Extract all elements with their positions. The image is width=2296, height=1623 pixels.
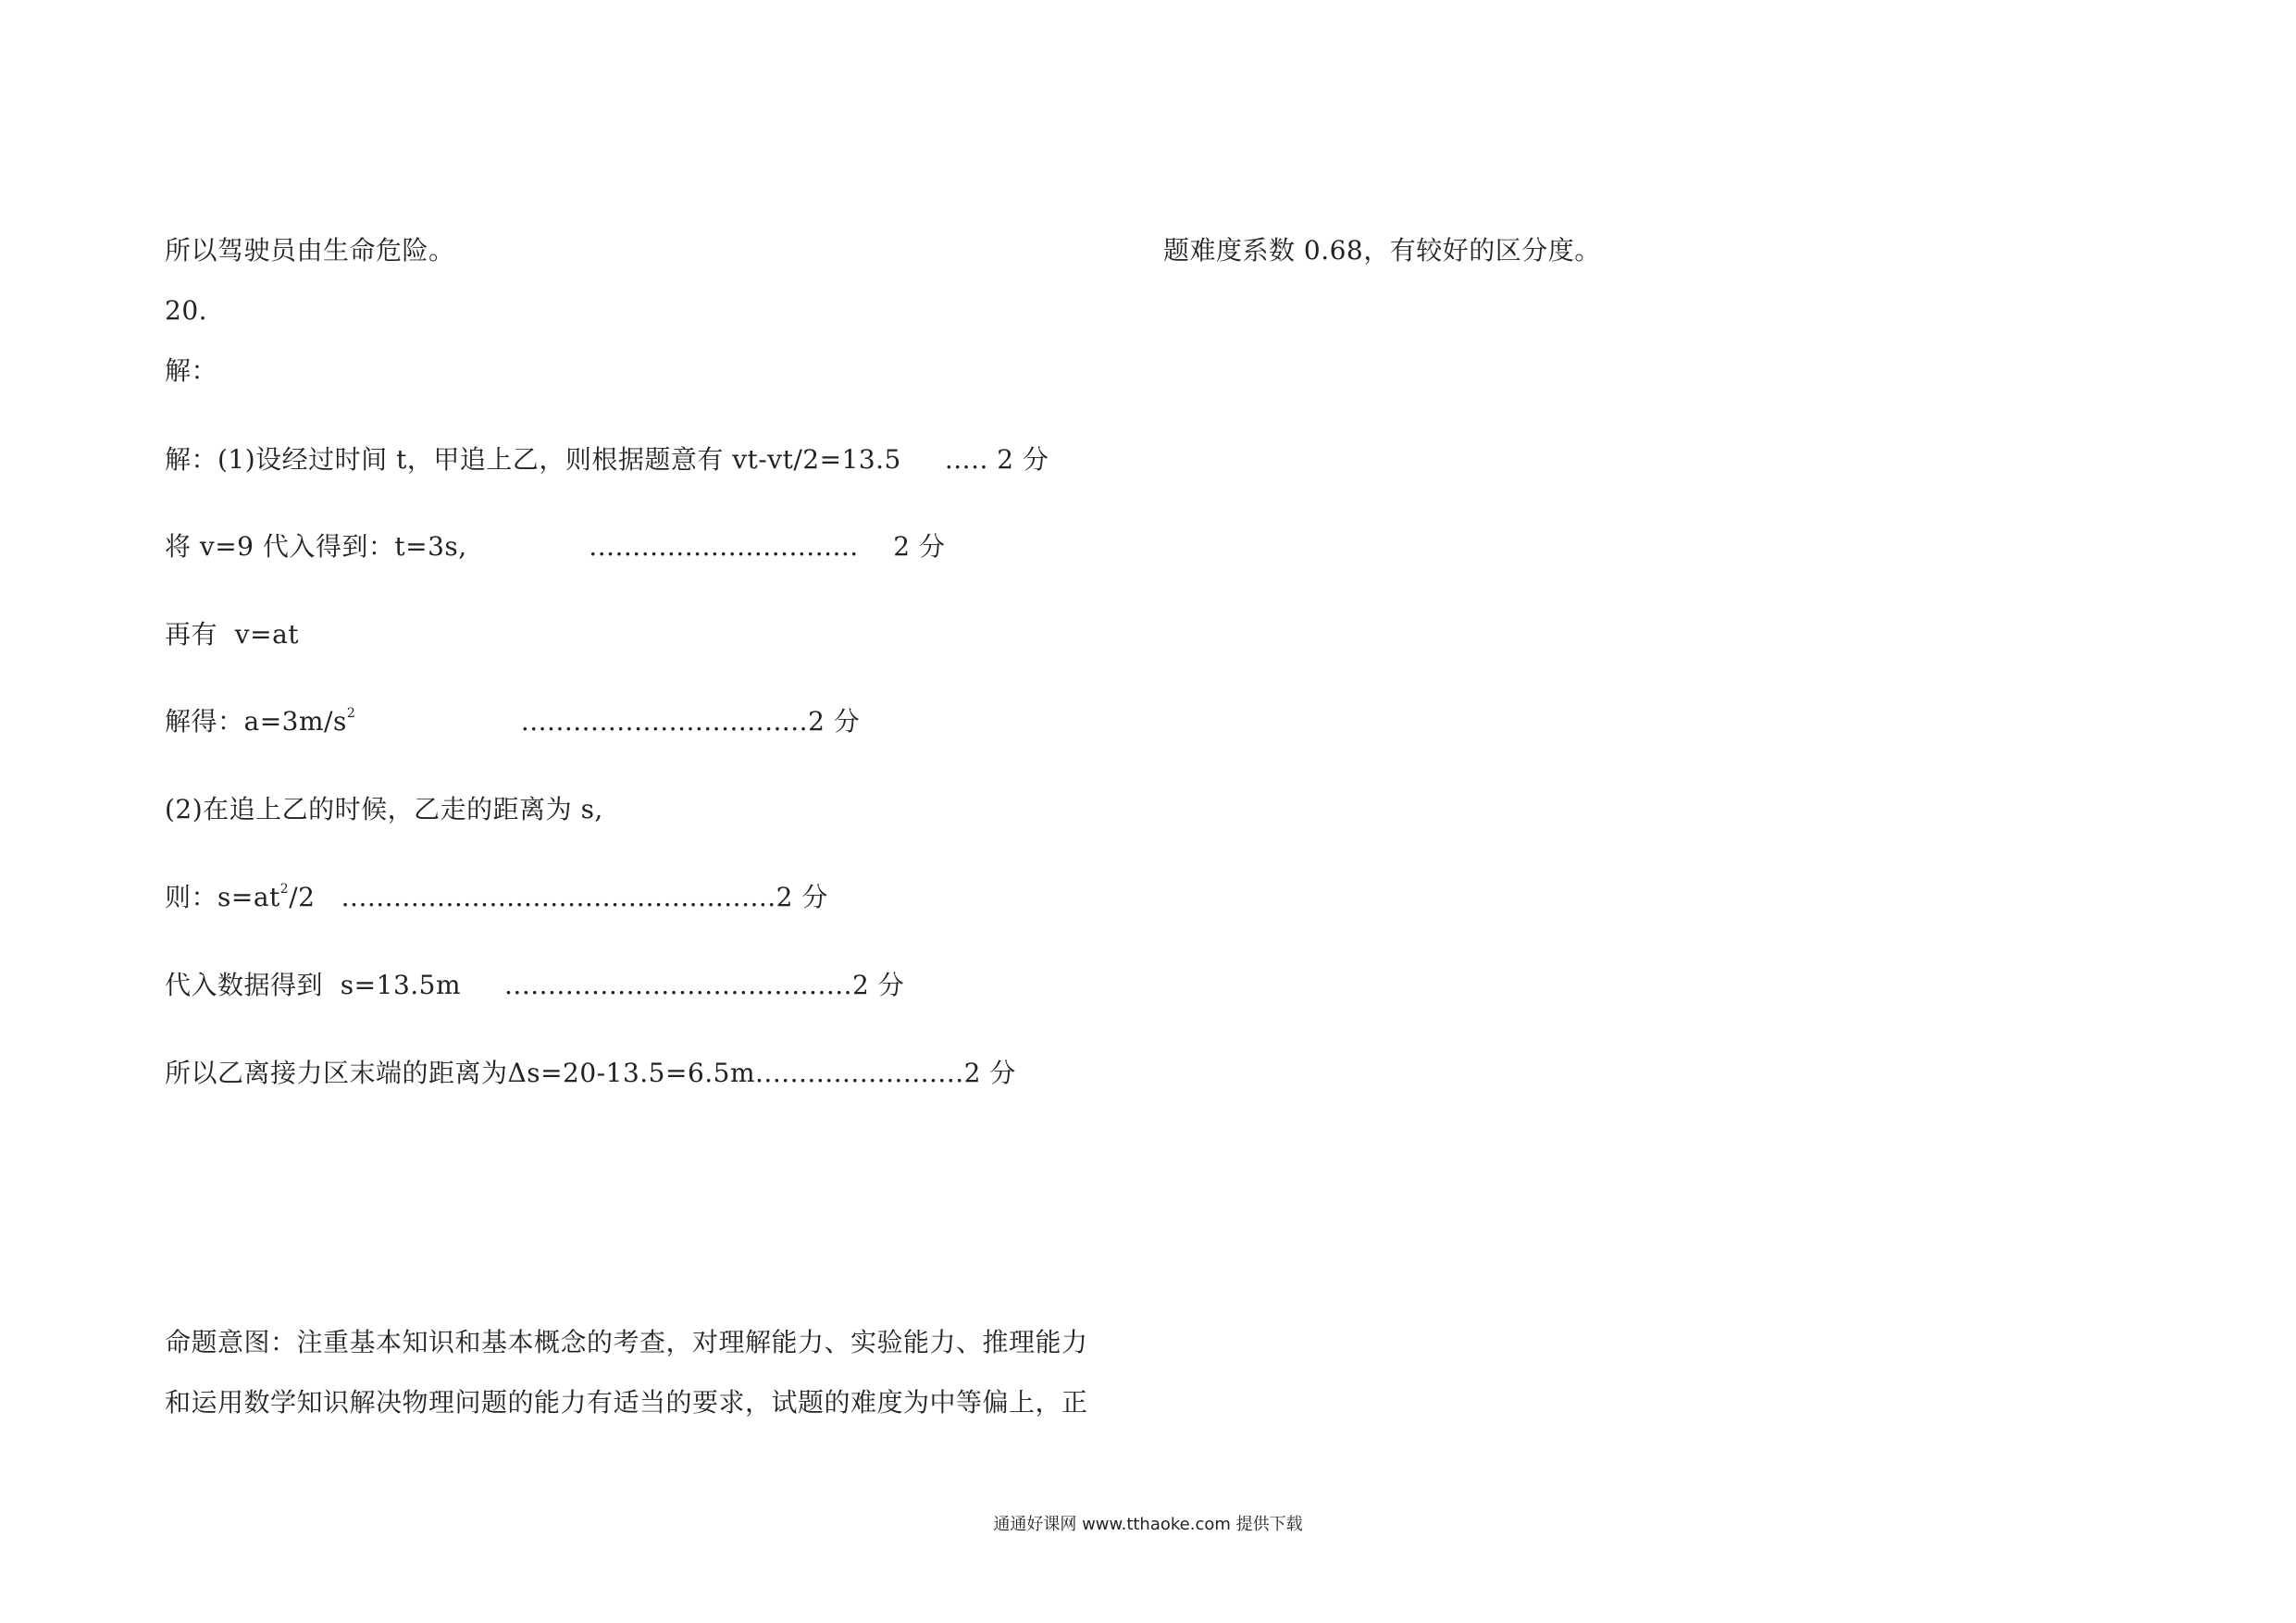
- solution-step-2: 将 v=9 代入得到：t=3s, ............................... 2 分: [165, 531, 946, 562]
- step-4-suffix: .................................2 分: [355, 706, 861, 737]
- solution-label: 解：: [165, 355, 218, 386]
- question-number: 20.: [165, 295, 208, 326]
- step-6-suffix: /2 ..................................................2 分: [289, 882, 828, 912]
- solution-step-8: 所以乙离接力区末端的距离为Δs=20-13.5=6.5m........................2 分: [165, 1058, 1016, 1088]
- intro-text: 所以驾驶员由生命危险。: [165, 235, 455, 266]
- solution-step-6: [165, 881, 828, 914]
- step-4-superscript: 2: [346, 706, 356, 721]
- step-4-prefix: 解得：a=3m/s: [165, 706, 347, 737]
- step-6-prefix: 则：s=at: [165, 882, 280, 912]
- step-6-superscript: 2: [279, 882, 290, 897]
- page-footer: 通通好课网 www.tthaoke.com 提供下载: [993, 1515, 1303, 1534]
- difficulty-line: 题难度系数 0.68，有较好的区分度。: [1163, 235, 1601, 266]
- intent-line-2: 和运用数学知识解决物理问题的能力有适当的要求，试题的难度为中等偏上，正: [165, 1387, 1088, 1418]
- solution-step-5: (2)在追上乙的时候，乙走的距离为 s,: [165, 794, 603, 824]
- solution-step-1: 解：(1)设经过时间 t，甲追上乙，则根据题意有 vt-vt/2=13.5 ..... 2 分: [165, 444, 1049, 475]
- solution-step-4: [165, 705, 860, 738]
- intent-line-1: 命题意图：注重基本知识和基本概念的考查，对理解能力、实验能力、推理能力: [165, 1327, 1088, 1357]
- solution-step-7: 代入数据得到 s=13.5m ........................................2 分: [165, 970, 905, 1000]
- solution-step-3: 再有 v=at: [165, 619, 300, 650]
